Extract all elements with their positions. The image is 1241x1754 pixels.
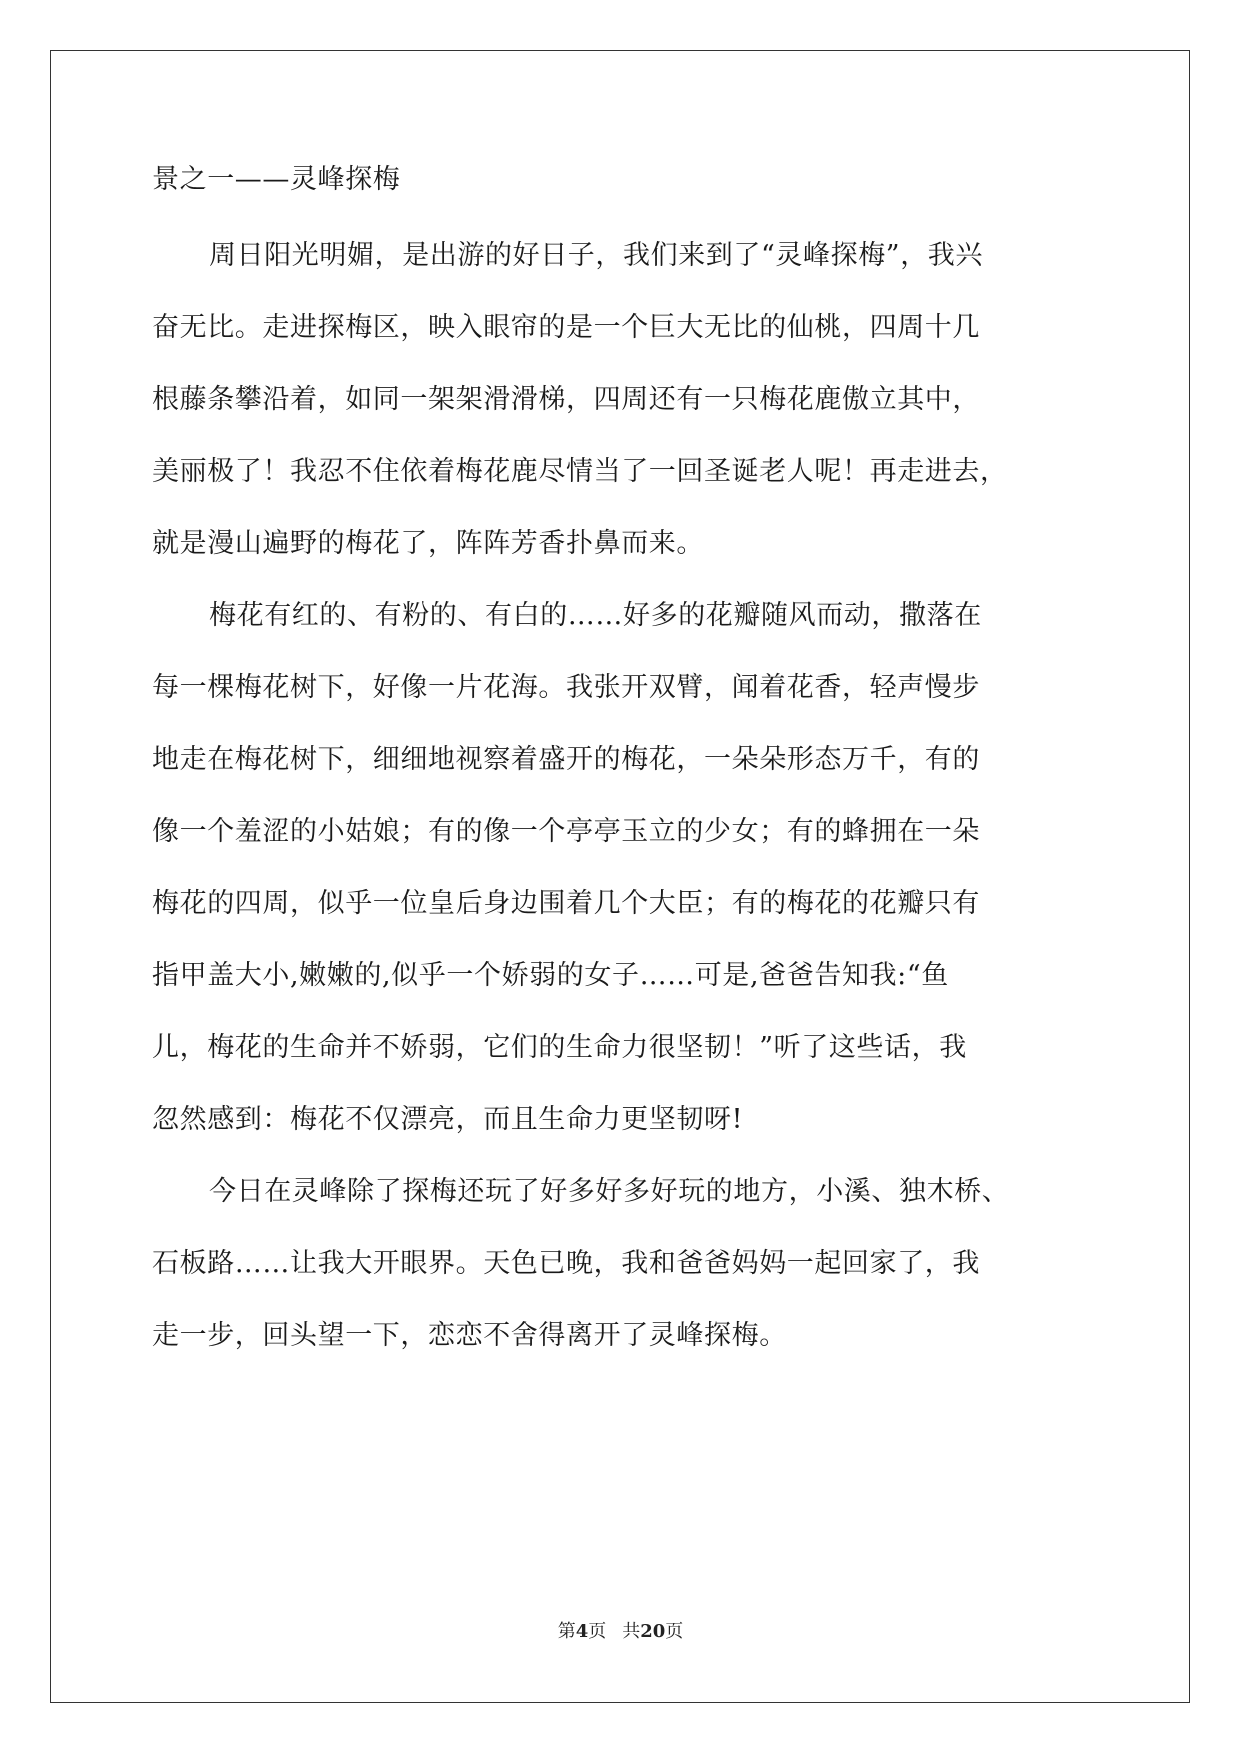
paragraph-1-line-5: 就是漫山遍野的梅花了，阵阵芳香扑鼻而来。 xyxy=(152,528,704,559)
paragraph-1-line-1: 周日阳光明媚，是出游的好日子，我们来到了“灵峰探梅”，我兴 xyxy=(209,240,984,271)
paragraph-1-line-3: 根藤条攀沿着，如同一架架滑滑梯，四周还有一只梅花鹿傲立其中， xyxy=(152,384,980,415)
paragraph-2-line-2: 每一棵梅花树下，好像一片花海。我张开双臂，闻着花香，轻声慢步 xyxy=(152,672,980,703)
paragraph-2-line-4: 像一个羞涩的小姑娘；有的像一个亭亭玉立的少女；有的蜂拥在一朵 xyxy=(152,816,980,847)
paragraph-1-line-4: 美丽极了！我忍不住依着梅花鹿尽情当了一回圣诞老人呢！再走进去， xyxy=(152,456,1008,487)
paragraph-3-line-1: 今日在灵峰除了探梅还玩了好多好多好玩的地方，小溪、独木桥、 xyxy=(209,1176,1010,1207)
paragraph-3-line-3: 走一步，回头望一下，恋恋不舍得离开了灵峰探梅。 xyxy=(152,1320,787,1351)
paragraph-2-line-3: 地走在梅花树下，细细地视察着盛开的梅花，一朵朵形态万千，有的 xyxy=(152,744,980,775)
page-suffix: 页 xyxy=(588,1621,607,1642)
paragraph-2-line-7: 儿，梅花的生命并不娇弱，它们的生命力很坚韧！”听了这些话，我 xyxy=(152,1032,967,1063)
paragraph-2-line-5: 梅花的四周，似乎一位皇后身边围着几个大臣；有的梅花的花瓣只有 xyxy=(152,888,980,919)
paragraph-2-line-8: 忽然感到：梅花不仅漂亮，而且生命力更坚韧呀! xyxy=(152,1104,744,1135)
page-prefix: 第 xyxy=(557,1621,576,1642)
paragraph-2-line-1: 梅花有红的、有粉的、有白的……好多的花瓣随风而动，撒落在 xyxy=(209,600,982,631)
title-line: 景之一——灵峰探梅 xyxy=(152,164,401,195)
page-number: 4 xyxy=(575,1621,589,1642)
paragraph-2-line-6: 指甲盖大小,嫩嫩的,似乎一个娇弱的女子……可是,爸爸告知我:“鱼 xyxy=(152,960,949,991)
paragraph-3-line-2: 石板路……让我大开眼界。天色已晚，我和爸爸妈妈一起回家了，我 xyxy=(152,1248,980,1279)
total-pages: 20 xyxy=(640,1621,666,1642)
page-footer xyxy=(0,1620,1241,1644)
total-prefix: 共 xyxy=(622,1621,641,1642)
total-suffix: 页 xyxy=(665,1621,684,1642)
page-border xyxy=(50,50,1190,1703)
paragraph-1-line-2: 奋无比。走进探梅区，映入眼帘的是一个巨大无比的仙桃，四周十几 xyxy=(152,312,980,343)
